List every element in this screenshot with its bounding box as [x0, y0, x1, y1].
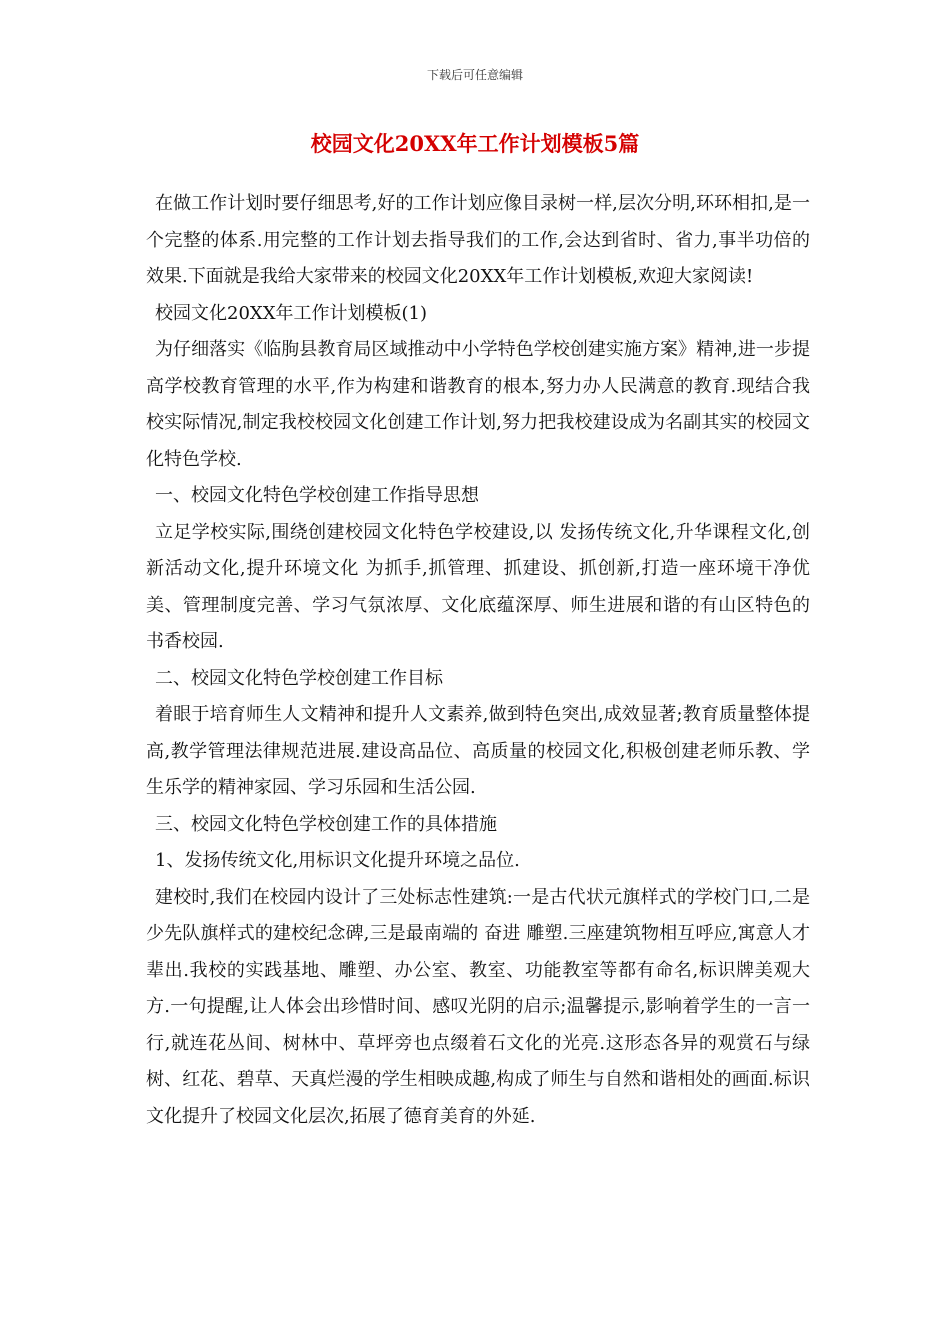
document-body — [146, 186, 810, 1135]
paragraph-intro: 在做工作计划时要仔细思考,好的工作计划应像目录树一样,层次分明,环环相扣,是一个完整的体系.用完整的工作计划去指导我们的工作,会达到省时、省力,事半功倍的效果.下面就是我给大家带来的校园文化20XX年工作计划模板,欢迎大家阅读! — [146, 193, 810, 287]
page-header-note: 下载后可任意编辑 — [426, 68, 523, 82]
section-heading-template-1: 校园文化20XX年工作计划模板(1) — [155, 302, 428, 324]
paragraph-background: 为仔细落实《临朐县教育局区域推动中小学特色学校创建实施方案》精神,进一步提高学校教育管理的水平,作为构建和谐教育的根本,努力办人民满意的教育.现结合我校实际情况,制定我校校园文化创建工作计划,努力把我校建设成为名副其实的校园文化特色学校. — [146, 339, 810, 470]
paragraph-measure-1: 建校时,我们在校园内设计了三处标志性建筑:一是古代状元旗样式的学校门口,二是少先队旗样式的建校纪念碑,三是最南端的 奋进 雕塑.三座建筑物相互呼应,寓意人才辈出.我校的实践基地、雕塑、办公室、教室、功能教室等都有命名,标识牌美观大方.一句提醒,让人体会出珍惜时间、感叹光阴的启示;温馨提示,影响着学生的一言一行,就连花丛间、树林中、草坪旁也点缀着石文化的光亮.这形态各异的观赏石与绿树、红花、碧草、天真烂漫的学生相映成趣,构成了师生与自然和谐相处的画面.标识文化提升了校园文化层次,拓展了德育美育的外延. — [146, 886, 810, 1127]
section-heading-guiding-ideology: 一、校园文化特色学校创建工作指导思想 — [155, 485, 479, 506]
section-heading-goals: 二、校园文化特色学校创建工作目标 — [155, 667, 443, 689]
paragraph-goals: 着眼于培育师生人文精神和提升人文素养,做到特色突出,成效显著;教育质量整体提高,教学管理法律规范进展.建设高品位、高质量的校园文化,积极创建老师乐教、学生乐学的精神家园、学习乐园和生活公园. — [146, 704, 810, 798]
document-title: 校园文化20XX年工作计划模板5篇 — [310, 131, 640, 156]
subheading-measure-1: 1、发扬传统文化,用标识文化提升环境之品位. — [155, 850, 520, 871]
section-heading-measures: 三、校园文化特色学校创建工作的具体措施 — [155, 813, 497, 835]
paragraph-guiding-ideology: 立足学校实际,围绕创建校园文化特色学校建设,以 发扬传统文化,升华课程文化,创新活动文化,提升环境文化 为抓手,抓管理、抓建设、抓创新,打造一座环境干净优美、管理制度完善、学习气氛浓厚、文化底蕴深厚、师生进展和谐的有山区特色的书香校园. — [146, 521, 810, 652]
